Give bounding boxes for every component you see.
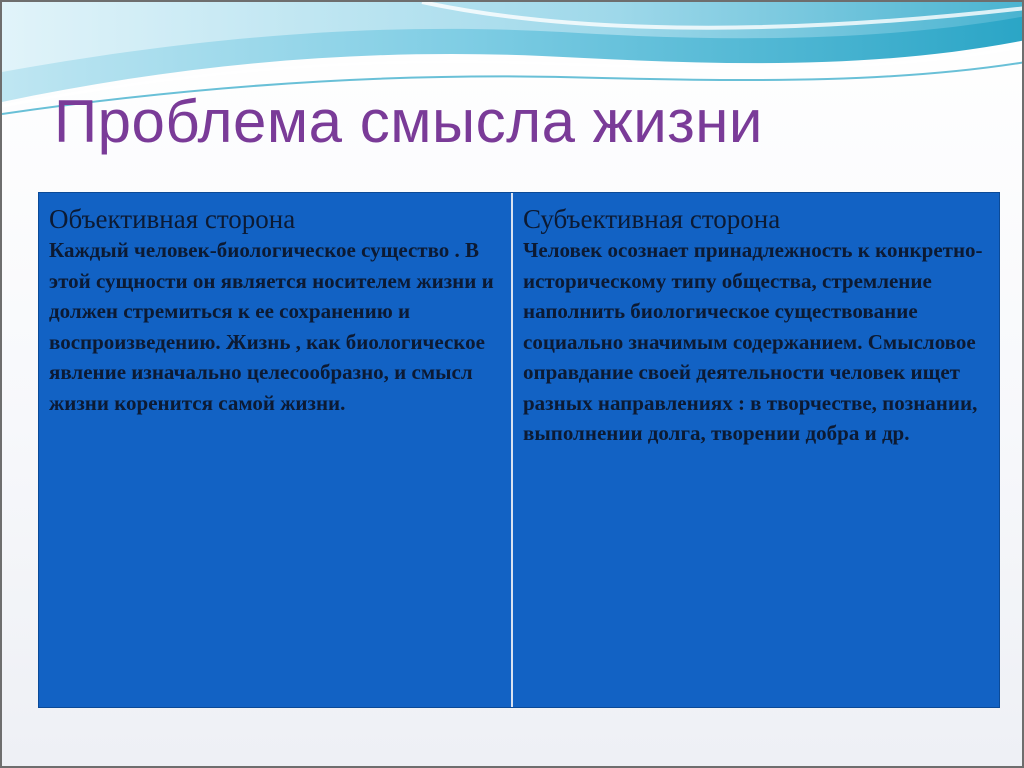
comparison-table: [38, 192, 1000, 708]
objective-side-column: [39, 193, 511, 707]
subjective-side-heading: Субъективная сторона: [523, 204, 781, 234]
objective-side-text: Каждый человек-биологическое существо . В этой сущности он является носителем жизни и должен стремиться к ее сохранению и воспроизведению. Жизнь , как биологическое явление изначально целесообразно, и смысл жизни коренится самой жизни.: [49, 238, 494, 415]
objective-side-heading: Объективная сторона: [49, 204, 296, 234]
subjective-side-text: Человек осознает принадлежность к конкретно-историческому типу общества, стремление наполнить биологическое существование социально значимым содержанием. Смысловое оправдание своей деятельности человек ищет разных направлениях : в творчестве, познании, выполнении долга, творении добра и др.: [523, 238, 983, 445]
subjective-side-column: [511, 193, 999, 707]
slide-title: Проблема смысла жизни: [54, 88, 763, 155]
